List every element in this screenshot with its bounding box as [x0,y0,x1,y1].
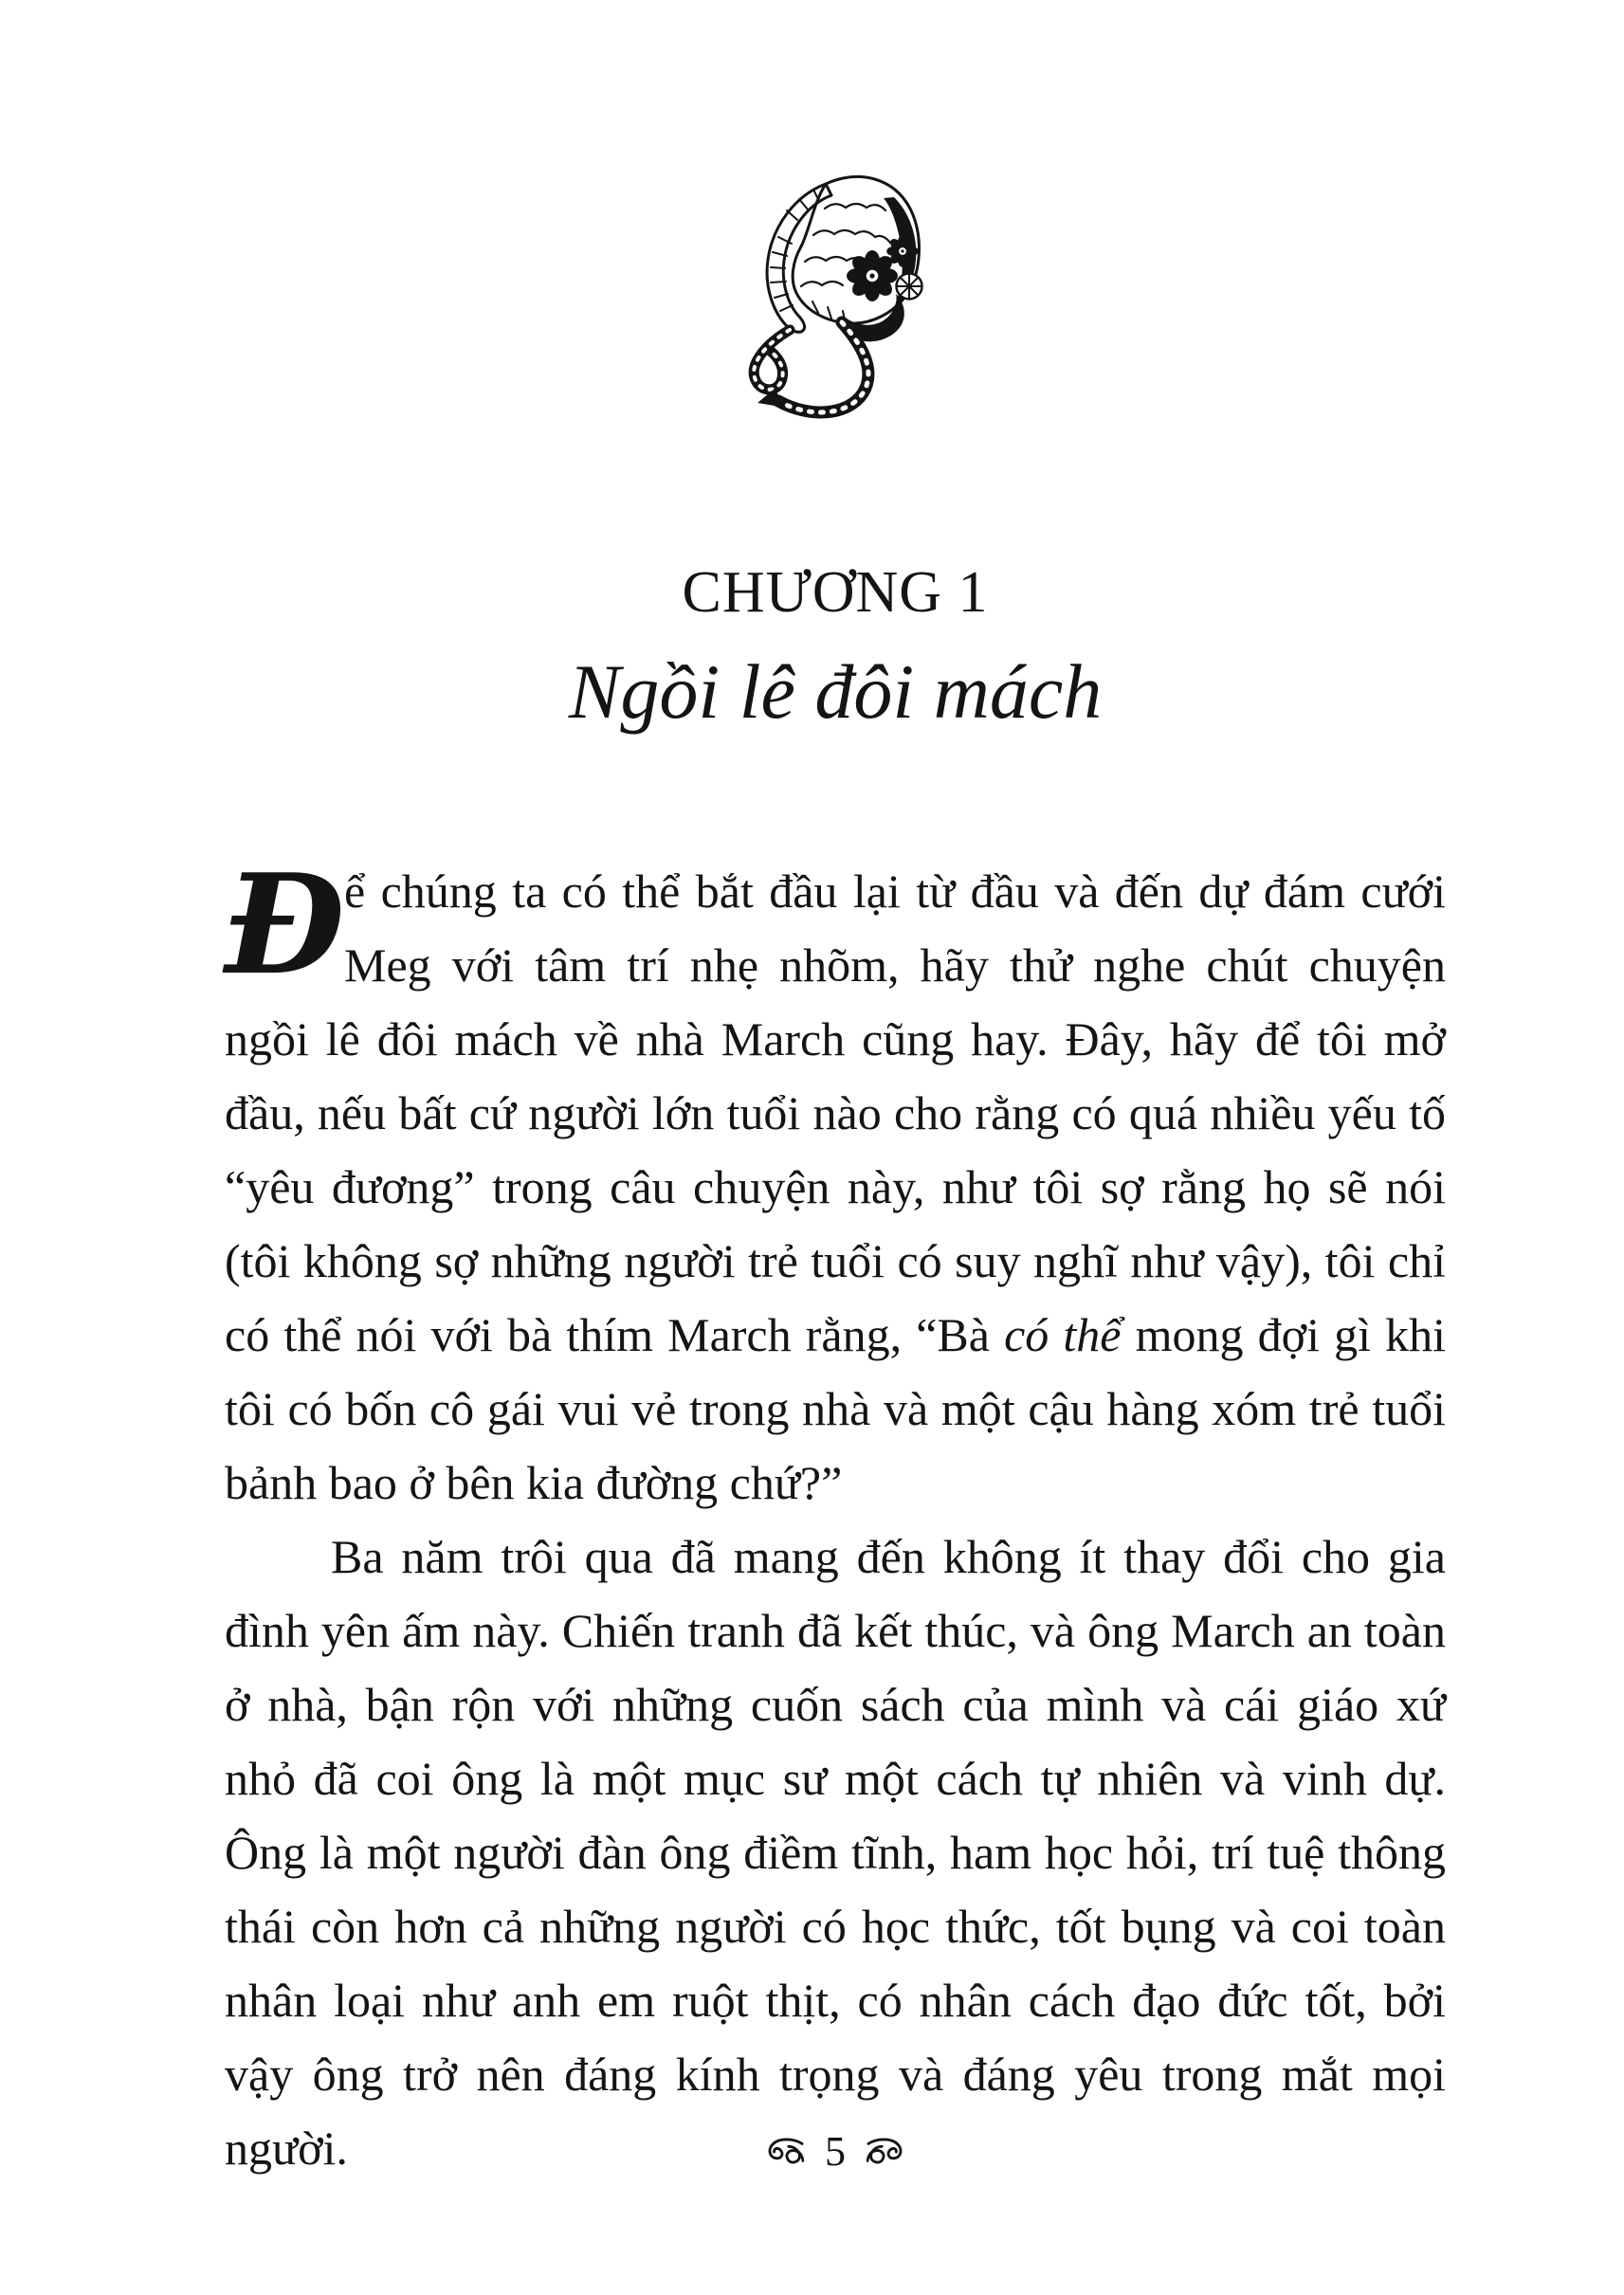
body-text [225,845,1446,2185]
page-number: 5 [825,2128,846,2175]
drop-cap: Đ [225,845,345,1006]
bonnet-engraving-icon [733,169,929,422]
italic-phrase: có thể [1004,1308,1122,1361]
chapter-label: CHƯƠNG 1 [682,560,989,625]
paragraph-2: Ba năm trôi qua đã mang đến không ít thay đổi cho gia đình yên ấm này. Chiến tranh đã kết thúc, và ông March an toàn ở nhà, bận rộn với những cuốn sách của mình và cái giáo xứ nhỏ đã coi ông là một mục sư một cách tự nhiên và vinh dự. Ông là một người đàn ông điềm tĩnh, ham học hỏi, trí tuệ thông thái còn hơn cả những người có học thức, tốt bụng và coi toàn nhân loại như anh em ruột thịt, có nhân cách đạo đức tốt, bởi vậy ông trở nên đáng kính trọng và đáng yêu trong mắt mọi người. [225,1530,1446,2175]
chapter-title: Ngồi lê đôi mách [568,648,1103,735]
paragraph-1-text-end: mong đợi gì khi tôi có bốn cô gái vui vẻ trong nhà và một cậu hàng xóm trẻ tuổi bảnh bao ở bên kia đường chứ?” [225,1308,1446,1509]
paragraph-1-text: ể chúng ta có thể bắt đầu lại từ đầu và đến dự đám cưới Meg với tâm trí nhẹ nhõm, hãy thử nghe chút chuyện ngồi lê đôi mách về nhà March cũng hay. Đây, hãy để tôi mở đầu, nếu bất cứ người lớn tuổi nào cho rằng có quá nhiều yếu tố “yêu đương” trong câu chuyện này, như tôi sợ rằng họ sẽ nói (tôi không sợ những người trẻ tuổi có suy nghĩ như vậy), tôi chỉ có thể nói với bà thím March rằng, “Bà [225,865,1446,1361]
fleuron-left-icon [766,2138,804,2166]
bonnet-illustration [733,169,929,422]
page-footer [225,2128,1446,2175]
paragraph-1 [225,845,1446,1520]
fleuron-right-icon [867,2138,904,2166]
